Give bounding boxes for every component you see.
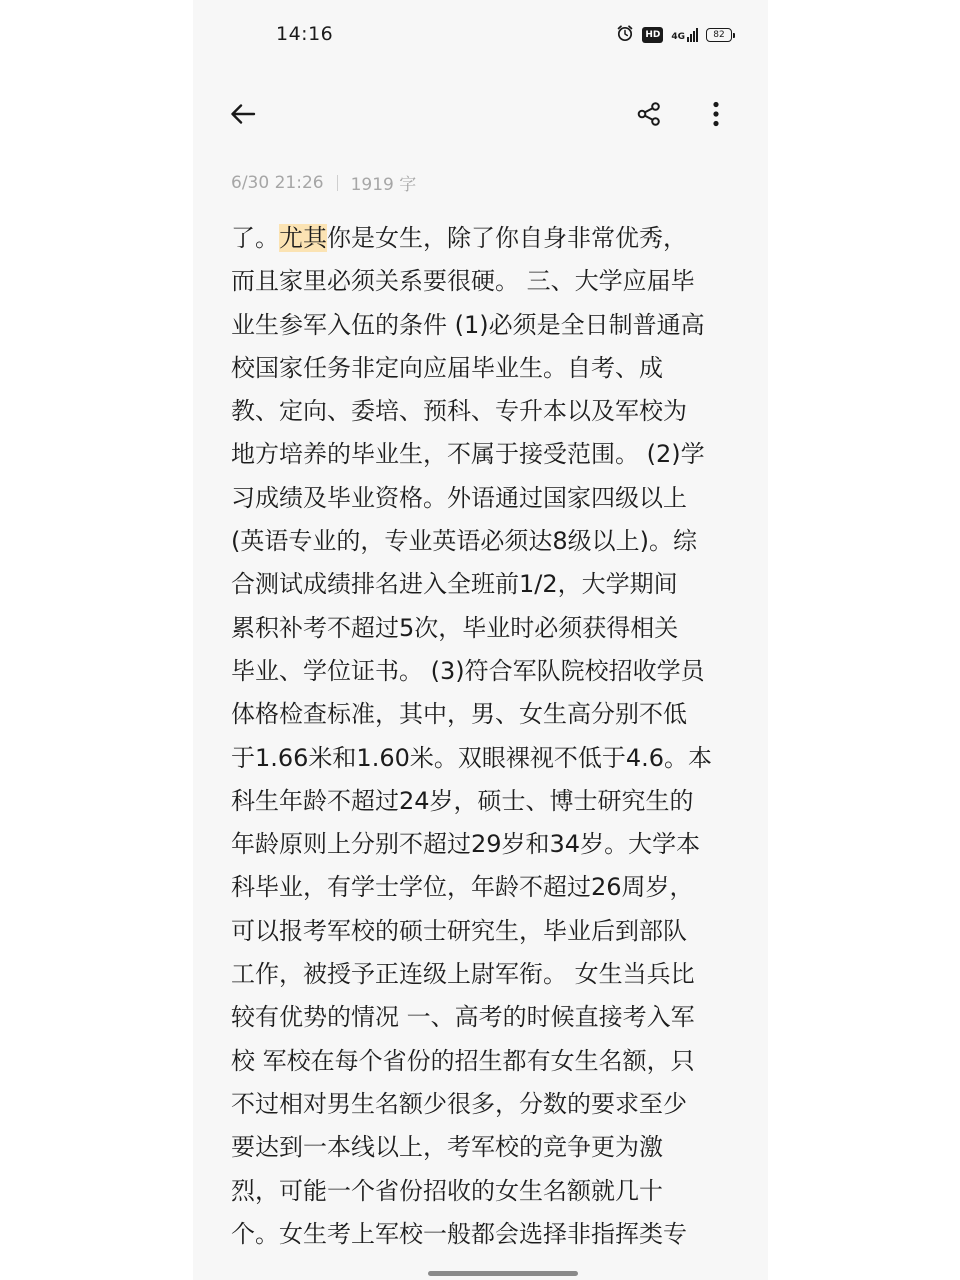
text-line: 可以报考军校的硕士研究生，毕业后到部队 [231,916,687,945]
right-margin [768,0,960,1280]
first-line-suffix: 你是女生，除了你自身非常优秀， [327,224,687,252]
more-vertical-icon [701,99,731,129]
highlighted-text: 尤其 [279,224,327,252]
note-meta [231,170,416,195]
text-line: 于1.66米和1.60米。双眼裸视不低于4.6。本 [231,743,713,772]
left-margin [0,0,193,1280]
status-time: 14:16 [276,23,334,45]
hd-icon: HD [642,27,663,43]
text-line: 不过相对男生名额少很多，分数的要求至少 [231,1089,687,1118]
text-line: 要达到一本线以上，考军校的竞争更为激 [231,1133,663,1162]
phone-screen [193,0,768,1280]
share-button[interactable] [627,92,671,136]
text-line: 毕业、学位证书。 (3)符合军队院校招收学员 [231,656,705,685]
text-line: 业生参军入伍的条件 (1)必须是全日制普通高 [231,310,705,339]
text-line: 而且家里必须关系要很硬。 三、大学应届毕 [231,267,695,296]
status-bar [193,0,768,70]
text-line: 烈，可能一个省份招收的女生名额就几十 [231,1176,663,1205]
text-line: 教、定向、委培、预科、专升本以及军校为 [231,397,687,426]
note-datetime: 6/30 21:26 [231,172,324,193]
text-line: 地方培养的毕业生，不属于接受范围。 (2)学 [231,440,705,469]
text-line: 科毕业，有学士学位，年龄不超过26周岁， [231,873,694,902]
text-line: 科生年龄不超过24岁，硕士、博士研究生的 [231,786,694,815]
status-icons [616,24,732,46]
text-line: 较有优势的情况 一、高考的时候直接考入军 [231,1003,695,1032]
note-body[interactable] [231,217,736,1256]
text-line: 体格检查标准，其中，男、女生高分别不低 [231,700,687,729]
signal-4g-icon [671,28,698,42]
network-type-label: 4G [671,32,685,42]
text-line [231,217,736,260]
arrow-left-icon [228,99,258,129]
battery-icon [706,28,732,42]
text-line: (英语专业的，专业英语必须达8级以上)。综 [231,527,697,556]
text-line: 年龄原则上分别不超过29岁和34岁。大学本 [231,830,701,859]
share-icon [634,99,664,129]
text-line: 习成绩及毕业资格。外语通过国家四级以上 [231,483,687,512]
note-word-count: 1919 字 [350,175,417,195]
text-line: 校国家任务非定向应届毕业生。自考、成 [231,353,663,382]
text-line: 合测试成绩排名进入全班前1/2，大学期间 [231,570,678,599]
home-indicator[interactable] [428,1271,578,1276]
meta-divider [337,175,338,191]
app-toolbar [193,84,768,144]
battery-level: 82 [713,29,725,40]
alarm-icon [616,24,634,46]
text-line: 工作，被授予正连级上尉军衔。 女生当兵比 [231,960,695,989]
text-line: 累积补考不超过5次，毕业时必须获得相关 [231,613,679,642]
text-line: 个。女生考上军校一般都会选择非指挥类专 [231,1219,687,1248]
first-line-prefix: 了。 [231,224,279,252]
more-options-button[interactable] [694,92,738,136]
text-line: 校 军校在每个省份的招生都有女生名额，只 [231,1046,695,1075]
back-button[interactable] [221,92,265,136]
